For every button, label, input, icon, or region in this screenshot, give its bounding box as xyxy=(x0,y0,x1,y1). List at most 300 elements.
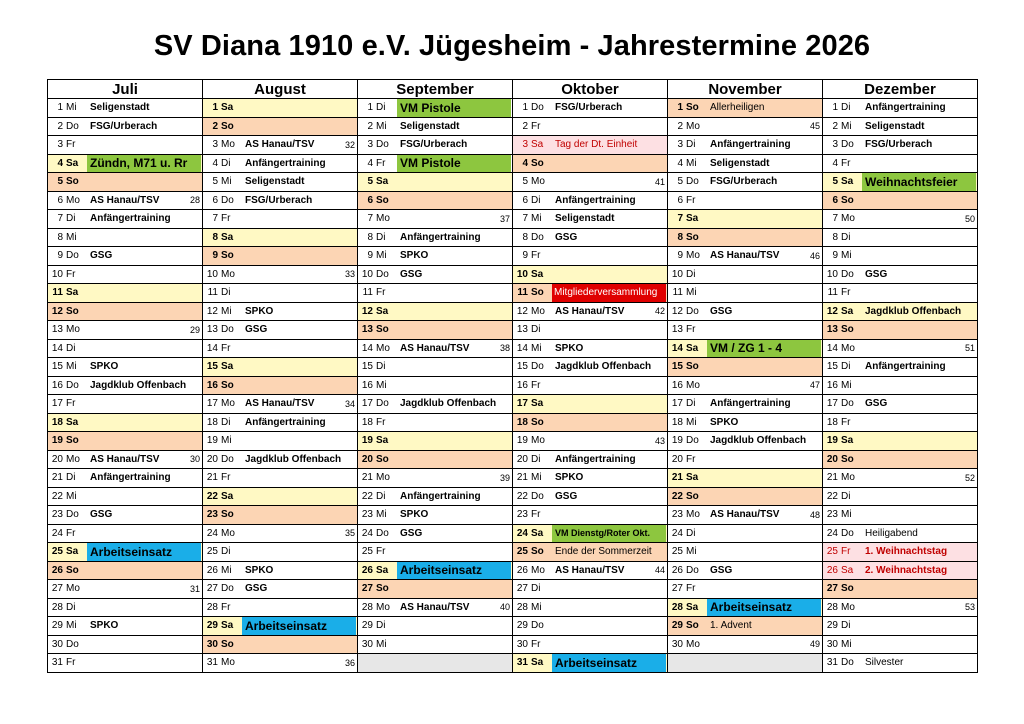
day-cell xyxy=(513,414,668,433)
day-cell xyxy=(48,432,203,451)
day-cell xyxy=(203,506,358,525)
day-number: 4 xyxy=(677,157,683,169)
day-cell xyxy=(203,173,358,192)
day-cell xyxy=(823,469,978,488)
day-cell xyxy=(823,118,978,137)
day-cell xyxy=(358,229,513,248)
weekday: Di xyxy=(221,416,231,428)
week-number: 31 xyxy=(189,583,200,594)
day-number: 16 xyxy=(516,379,528,391)
day-number: 30 xyxy=(361,638,373,650)
weekday: So xyxy=(376,194,389,206)
weekday: Mo xyxy=(221,139,235,151)
day-number: 25 xyxy=(361,546,373,558)
day-number: 22 xyxy=(51,490,63,502)
event-empty xyxy=(242,266,356,284)
weekday: So xyxy=(841,583,854,595)
day-number: 14 xyxy=(51,342,63,354)
day-cell xyxy=(823,599,978,618)
weekday: Mi xyxy=(531,601,542,613)
day-cell xyxy=(48,580,203,599)
day-number: 24 xyxy=(51,527,63,539)
event-empty xyxy=(862,432,976,450)
day-number: 7 xyxy=(677,213,683,225)
day-number: 26 xyxy=(361,564,373,576)
day-number: 11 xyxy=(52,287,63,299)
week-number: 47 xyxy=(809,380,820,391)
event-label: FSG/Urberach xyxy=(400,139,468,151)
event-empty xyxy=(707,358,821,376)
weekday: Di xyxy=(66,342,76,354)
weekday: So xyxy=(841,194,854,206)
day-cell xyxy=(823,525,978,544)
event-label: Anfängertraining xyxy=(710,139,791,151)
day-number: 12 xyxy=(206,305,218,317)
event-empty xyxy=(552,617,666,635)
event-empty xyxy=(87,321,201,339)
day-cell xyxy=(668,284,823,303)
day-cell xyxy=(48,340,203,359)
day-cell xyxy=(513,155,668,174)
event-empty xyxy=(397,192,511,210)
day-cell xyxy=(668,506,823,525)
weekday: Mo xyxy=(531,435,545,447)
weekday: Di xyxy=(221,157,231,169)
day-number: 3 xyxy=(367,139,373,151)
day-number: 8 xyxy=(212,231,218,243)
day-cell xyxy=(513,247,668,266)
week-number: 40 xyxy=(499,602,510,613)
weekday: Fr xyxy=(686,194,696,206)
day-cell xyxy=(358,340,513,359)
weekday: Mi xyxy=(686,157,697,169)
event-label: AS Hanau/TSV xyxy=(245,139,315,151)
day-cell xyxy=(358,506,513,525)
event-empty xyxy=(862,414,976,432)
day-cell xyxy=(513,636,668,655)
day-number: 13 xyxy=(206,324,218,336)
day-number: 6 xyxy=(832,194,838,206)
weekday: Mo xyxy=(686,638,700,650)
day-number: 10 xyxy=(516,268,528,280)
weekday: Fr xyxy=(66,268,76,280)
weekday: Do xyxy=(66,120,79,132)
day-number: 16 xyxy=(206,379,218,391)
day-number: 23 xyxy=(671,509,683,521)
day-cell xyxy=(48,247,203,266)
weekday: Mo xyxy=(686,250,700,262)
day-number: 12 xyxy=(671,305,683,317)
day-number: 6 xyxy=(367,194,373,206)
event-empty xyxy=(707,321,821,339)
day-cell xyxy=(513,451,668,470)
weekday: Mi xyxy=(376,509,387,521)
day-cell xyxy=(48,414,203,433)
weekday: Mo xyxy=(841,342,855,354)
weekday: Mi xyxy=(221,176,232,188)
weekday: Fr xyxy=(66,657,76,669)
weekday: Mi xyxy=(376,638,387,650)
weekday: Mo xyxy=(221,527,235,539)
day-number: 5 xyxy=(522,176,528,188)
event-label: AS Hanau/TSV xyxy=(245,398,315,410)
day-number: 8 xyxy=(677,231,683,243)
day-cell xyxy=(513,303,668,322)
day-cell xyxy=(48,562,203,581)
day-cell xyxy=(513,192,668,211)
day-cell xyxy=(668,136,823,155)
day-number: 16 xyxy=(826,379,838,391)
day-cell xyxy=(358,118,513,137)
event-empty xyxy=(242,247,356,265)
day-cell xyxy=(668,340,823,359)
day-number: 1 xyxy=(832,102,838,114)
day-cell xyxy=(668,525,823,544)
event-empty xyxy=(707,451,821,469)
day-number: 15 xyxy=(51,361,63,373)
weekday: Mi xyxy=(66,490,77,502)
day-cell xyxy=(203,543,358,562)
weekday: Sa xyxy=(66,157,79,169)
day-cell xyxy=(203,266,358,285)
weekday: Mo xyxy=(376,342,390,354)
day-number: 27 xyxy=(671,583,683,595)
day-cell xyxy=(48,229,203,248)
day-number: 18 xyxy=(516,416,528,428)
weekday: Do xyxy=(686,176,699,188)
weekday: Di xyxy=(531,583,541,595)
day-cell xyxy=(358,414,513,433)
weekday: So xyxy=(66,305,79,317)
weekday: So xyxy=(531,287,544,299)
weekday: Fr xyxy=(66,139,76,151)
event-label: SPKO xyxy=(555,342,584,354)
day-cell xyxy=(203,636,358,655)
day-cell xyxy=(823,229,978,248)
day-number: 10 xyxy=(671,268,683,280)
event-label: SPKO xyxy=(400,509,429,521)
day-cell xyxy=(823,562,978,581)
weekday: Mi xyxy=(66,102,77,114)
day-number: 23 xyxy=(51,509,63,521)
day-cell xyxy=(668,395,823,414)
day-cell xyxy=(358,173,513,192)
event-label: GSG xyxy=(555,490,578,502)
event-label: SPKO xyxy=(400,250,429,262)
day-cell xyxy=(358,321,513,340)
event-empty xyxy=(397,469,511,487)
day-cell xyxy=(823,488,978,507)
event-label: Jagdklub Offenbach xyxy=(555,361,652,373)
day-number: 7 xyxy=(522,213,528,225)
day-number: 30 xyxy=(51,638,63,650)
day-cell xyxy=(513,654,668,673)
day-cell xyxy=(358,377,513,396)
day-cell xyxy=(48,210,203,229)
day-number: 25 xyxy=(826,546,838,558)
weekday: Mi xyxy=(686,287,697,299)
day-cell xyxy=(513,395,668,414)
day-number: 12 xyxy=(51,305,63,317)
day-cell xyxy=(668,192,823,211)
event-empty xyxy=(707,192,821,210)
weekday: Mo xyxy=(531,564,545,576)
event-empty xyxy=(242,469,356,487)
event-label: GSG xyxy=(90,250,113,262)
weekday: Sa xyxy=(841,176,854,188)
weekday: Fr xyxy=(376,416,386,428)
day-number: 3 xyxy=(212,139,218,151)
day-cell xyxy=(823,155,978,174)
day-number: 30 xyxy=(516,638,528,650)
day-number: 18 xyxy=(361,416,373,428)
day-cell xyxy=(358,451,513,470)
day-number: 7 xyxy=(57,213,63,225)
day-cell xyxy=(48,599,203,618)
week-number: 53 xyxy=(964,602,975,613)
weekday: Mi xyxy=(686,546,697,558)
weekday: Di xyxy=(531,324,541,336)
day-number: 8 xyxy=(522,231,528,243)
event-empty xyxy=(242,599,356,617)
event-label: AS Hanau/TSV xyxy=(710,509,780,521)
event-label: Jagdklub Offenbach xyxy=(245,453,342,465)
day-cell xyxy=(513,580,668,599)
event-label: 1. Advent xyxy=(710,620,752,632)
weekday: Do xyxy=(841,527,854,539)
event-empty xyxy=(87,432,201,450)
day-cell xyxy=(203,229,358,248)
weekday: Do xyxy=(531,231,544,243)
day-cell xyxy=(358,488,513,507)
weekday: Sa xyxy=(531,268,544,280)
week-number: 35 xyxy=(344,528,355,539)
day-number: 31 xyxy=(51,657,63,669)
event-empty xyxy=(242,99,356,117)
day-number: 5 xyxy=(367,176,373,188)
weekday: Do xyxy=(66,638,79,650)
event-empty xyxy=(862,488,976,506)
day-cell xyxy=(668,599,823,618)
day-number: 21 xyxy=(206,472,218,484)
day-number: 28 xyxy=(361,601,373,613)
event-label: Anfängertraining xyxy=(865,361,946,373)
day-cell xyxy=(203,395,358,414)
day-cell xyxy=(668,562,823,581)
event-empty xyxy=(242,506,356,524)
day-number: 9 xyxy=(57,250,63,262)
day-cell xyxy=(668,247,823,266)
weekday: Sa xyxy=(841,435,854,447)
day-cell xyxy=(513,118,668,137)
day-number: 21 xyxy=(361,472,373,484)
day-cell xyxy=(358,136,513,155)
weekday: Fr xyxy=(221,342,231,354)
weekday: So xyxy=(66,564,79,576)
event-label: SPKO xyxy=(710,416,739,428)
event-label: SPKO xyxy=(245,305,274,317)
event-empty xyxy=(552,247,666,265)
weekday: Sa xyxy=(376,435,389,447)
event-empty xyxy=(707,284,821,302)
calendar-table xyxy=(47,79,978,673)
event-label: Anfängertraining xyxy=(555,194,636,206)
event-empty xyxy=(242,525,356,543)
weekday: Do xyxy=(376,527,389,539)
day-cell xyxy=(203,247,358,266)
empty-day-cell xyxy=(358,654,513,673)
event-empty xyxy=(552,118,666,136)
weekday: Di xyxy=(221,546,231,558)
day-cell xyxy=(48,377,203,396)
weekday: Sa xyxy=(531,398,544,410)
weekday: Do xyxy=(841,657,854,669)
weekday: So xyxy=(686,231,699,243)
event-empty xyxy=(242,543,356,561)
day-cell xyxy=(203,654,358,673)
day-cell xyxy=(668,210,823,229)
event-empty xyxy=(87,173,201,191)
weekday: Sa xyxy=(841,305,854,317)
event-empty xyxy=(862,321,976,339)
day-number: 14 xyxy=(671,342,683,354)
event-empty xyxy=(707,266,821,284)
day-cell xyxy=(668,321,823,340)
weekday: Sa xyxy=(376,176,389,188)
weekday: So xyxy=(531,416,544,428)
event-empty xyxy=(87,136,201,154)
day-number: 13 xyxy=(826,324,838,336)
event-empty xyxy=(552,506,666,524)
weekday: Sa xyxy=(686,342,699,354)
event-empty xyxy=(552,155,666,173)
weekday: Fr xyxy=(531,379,541,391)
day-number: 12 xyxy=(361,305,373,317)
weekday: Mi xyxy=(841,638,852,650)
event-empty xyxy=(87,488,201,506)
weekday: Di xyxy=(841,620,851,632)
day-number: 6 xyxy=(212,194,218,206)
day-number: 4 xyxy=(522,157,528,169)
event-label: Silvester xyxy=(865,657,904,669)
day-number: 19 xyxy=(51,435,63,447)
weekday: Mo xyxy=(66,583,80,595)
day-cell xyxy=(48,118,203,137)
event-label: Seligenstadt xyxy=(555,213,615,225)
weekday: Mo xyxy=(66,324,80,336)
month-header: September xyxy=(358,80,513,99)
weekday: Di xyxy=(841,102,851,114)
day-cell xyxy=(823,210,978,229)
event-empty xyxy=(707,377,821,395)
event-empty xyxy=(397,284,511,302)
weekday: So xyxy=(686,361,699,373)
day-number: 11 xyxy=(207,287,218,299)
day-number: 1 xyxy=(367,102,373,114)
weekday: So xyxy=(221,120,234,132)
day-number: 21 xyxy=(516,472,528,484)
day-cell xyxy=(358,562,513,581)
day-number: 12 xyxy=(826,305,838,317)
day-cell xyxy=(668,99,823,118)
event-label: SPKO xyxy=(90,620,119,632)
day-cell xyxy=(48,506,203,525)
day-number: 23 xyxy=(361,509,373,521)
day-cell xyxy=(823,451,978,470)
weekday: So xyxy=(841,324,854,336)
event-empty xyxy=(552,580,666,598)
event-label: AS Hanau/TSV xyxy=(400,601,470,613)
day-number: 27 xyxy=(206,583,218,595)
day-number: 14 xyxy=(826,342,838,354)
day-cell xyxy=(668,488,823,507)
event-label: Arbeitseinsatz xyxy=(87,543,201,561)
day-number: 29 xyxy=(51,620,63,632)
event-empty xyxy=(242,229,356,247)
day-cell xyxy=(358,599,513,618)
event-label: SPKO xyxy=(90,361,119,373)
event-label: FSG/Urberach xyxy=(555,102,623,114)
weekday: Sa xyxy=(531,657,544,669)
day-cell xyxy=(823,192,978,211)
day-number: 28 xyxy=(671,601,683,613)
week-number: 50 xyxy=(964,213,975,224)
day-cell xyxy=(203,210,358,229)
day-number: 1 xyxy=(677,102,683,114)
day-cell xyxy=(48,543,203,562)
day-number: 5 xyxy=(677,176,683,188)
event-label: GSG xyxy=(555,231,578,243)
day-number: 22 xyxy=(516,490,528,502)
day-number: 1 xyxy=(57,102,63,114)
day-cell xyxy=(668,414,823,433)
day-number: 23 xyxy=(516,509,528,521)
week-number: 44 xyxy=(654,565,665,576)
day-cell xyxy=(358,432,513,451)
day-cell xyxy=(513,340,668,359)
weekday: Do xyxy=(841,398,854,410)
day-number: 2 xyxy=(212,120,218,132)
weekday: Fr xyxy=(686,583,696,595)
week-number: 49 xyxy=(809,639,820,650)
weekday: Do xyxy=(841,139,854,151)
event-empty xyxy=(87,525,201,543)
weekday: Fr xyxy=(376,287,386,299)
weekday: Mo xyxy=(531,176,545,188)
day-cell xyxy=(48,617,203,636)
event-empty xyxy=(862,636,976,654)
day-cell xyxy=(203,99,358,118)
day-cell xyxy=(668,377,823,396)
weekday: Di xyxy=(686,268,696,280)
day-number: 23 xyxy=(826,509,838,521)
day-cell xyxy=(358,247,513,266)
day-cell xyxy=(513,599,668,618)
day-number: 11 xyxy=(517,287,528,299)
day-number: 25 xyxy=(206,546,218,558)
day-cell xyxy=(823,432,978,451)
event-empty xyxy=(862,284,976,302)
day-number: 15 xyxy=(826,361,838,373)
day-number: 14 xyxy=(206,342,218,354)
day-number: 31 xyxy=(206,657,218,669)
event-label: GSG xyxy=(710,564,733,576)
event-empty xyxy=(552,414,666,432)
weekday: Do xyxy=(66,379,79,391)
event-label: Anfängertraining xyxy=(555,453,636,465)
day-number: 2 xyxy=(677,120,683,132)
weekday: So xyxy=(221,509,234,521)
